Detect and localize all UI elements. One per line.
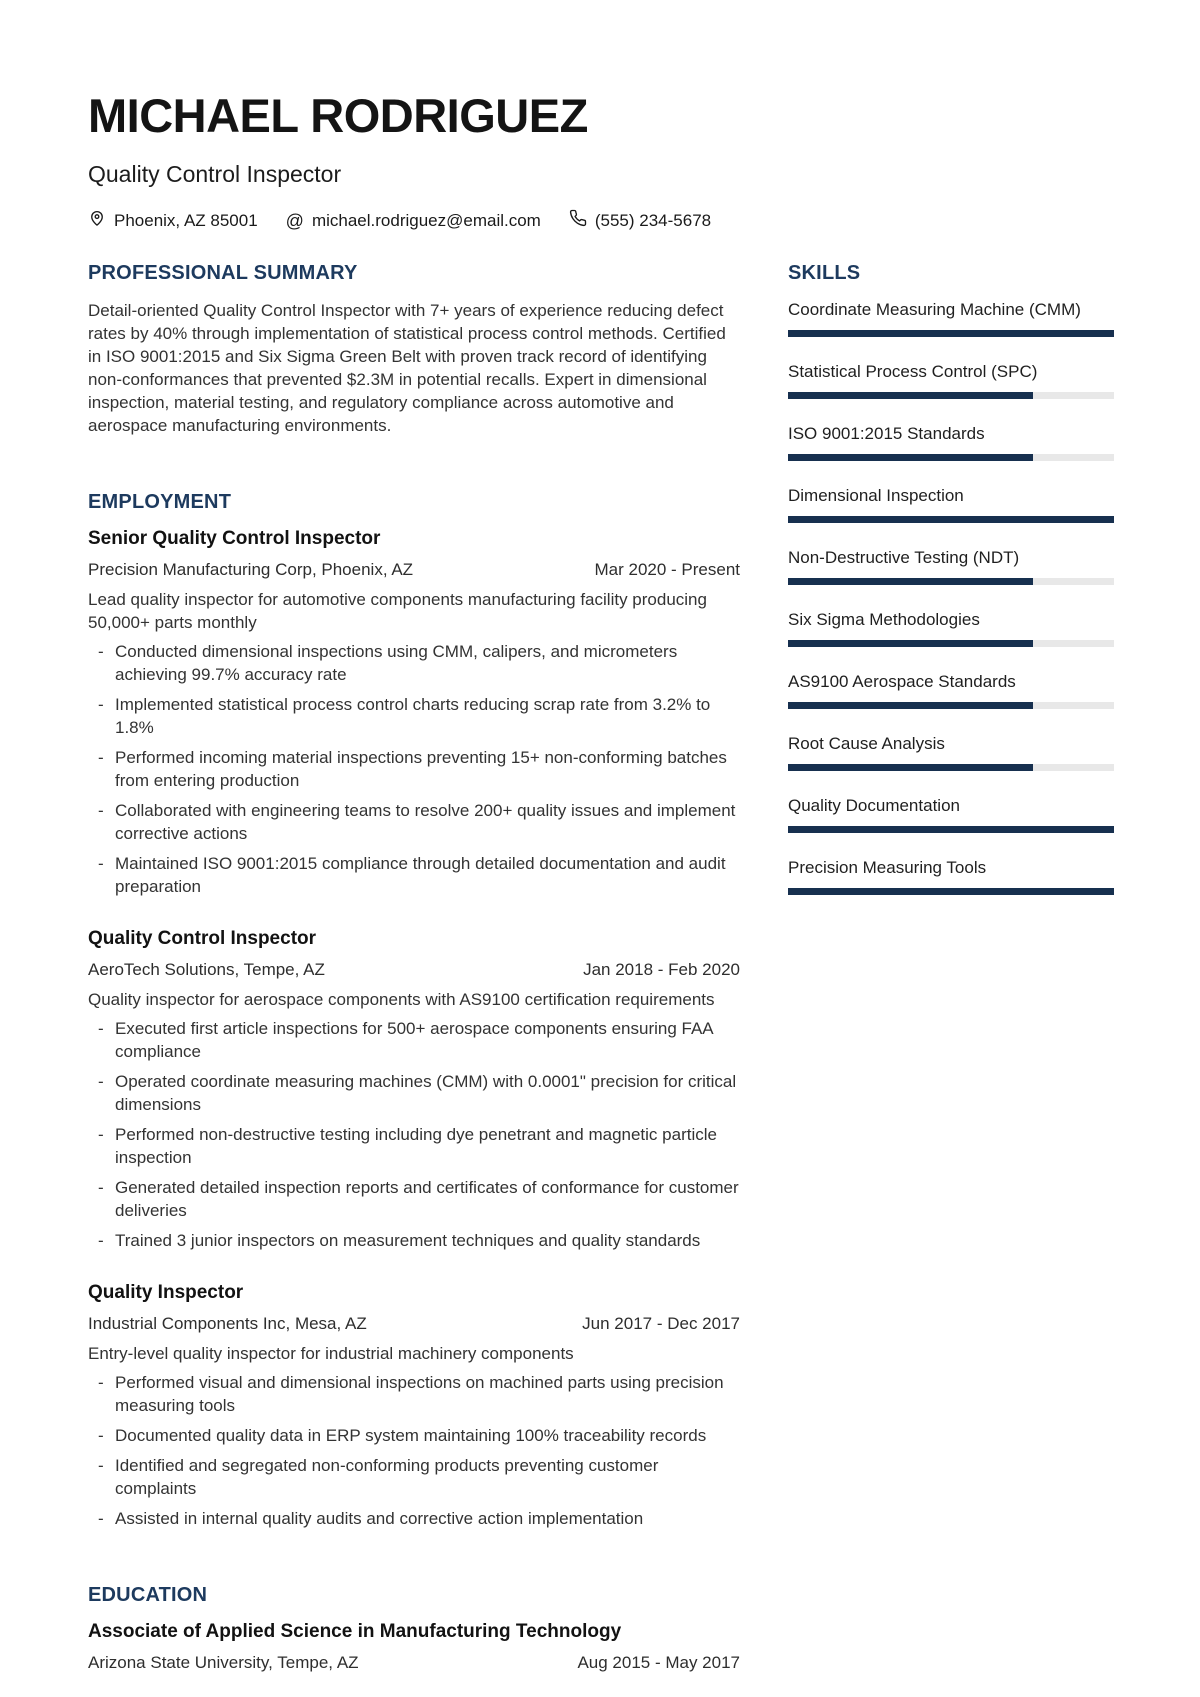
job-company: Industrial Components Inc, Mesa, AZ xyxy=(88,1314,367,1333)
job-summary: Lead quality inspector for automotive components manufacturing facility producing 50,000+ parts monthly xyxy=(88,590,707,632)
skill-bar xyxy=(788,702,1114,709)
job-bullets xyxy=(88,1017,740,1252)
job-title: Quality Inspector xyxy=(88,1282,244,1303)
resume-header xyxy=(88,89,1113,232)
bullet-text: Operated coordinate measuring machines (CMM) with 0.0001" precision for critical dimensions xyxy=(115,1072,737,1114)
skill-bar xyxy=(788,454,1114,461)
skill-bar xyxy=(788,640,1114,647)
skill-item xyxy=(788,733,1114,771)
location-pin-icon xyxy=(88,209,106,232)
job-company: AeroTech Solutions, Tempe, AZ xyxy=(88,960,325,979)
skill-item xyxy=(788,547,1114,585)
skill-item xyxy=(788,671,1114,709)
job-bullet xyxy=(88,799,740,845)
job-entry xyxy=(88,528,740,898)
contact-location xyxy=(88,209,258,232)
job-bullet xyxy=(88,1229,740,1252)
bullet-dash-marker xyxy=(98,640,115,686)
job-bullet xyxy=(88,1454,740,1500)
job-entry xyxy=(88,928,740,1252)
skill-bar xyxy=(788,516,1114,523)
contact-phone-text: (555) 234-5678 xyxy=(594,210,712,230)
bullet-text: Performed visual and dimensional inspections on machined parts using precision measuring tools xyxy=(115,1373,724,1415)
skill-label: ISO 9001:2015 Standards xyxy=(788,424,985,443)
education-heading: EDUCATION xyxy=(88,1584,208,1606)
section-education xyxy=(88,1584,740,1674)
skill-item xyxy=(788,609,1114,647)
bullet-text: Implemented statistical process control charts reducing scrap rate from 3.2% to 1.8% xyxy=(115,695,711,737)
skill-bar xyxy=(788,764,1114,771)
job-bullet xyxy=(88,1507,740,1530)
contact-email xyxy=(286,211,541,231)
bullet-text: Performed non-destructive testing including dye penetrant and magnetic particle inspection xyxy=(115,1125,717,1167)
bullet-dash-marker xyxy=(98,1424,115,1447)
job-bullet xyxy=(88,1371,740,1417)
job-summary: Entry-level quality inspector for industrial machinery components xyxy=(88,1344,574,1363)
job-bullet xyxy=(88,693,740,739)
phone-icon xyxy=(569,209,587,232)
skill-bar-fill xyxy=(788,578,1033,585)
job-bullet xyxy=(88,746,740,792)
contact-phone xyxy=(569,209,711,232)
job-title: Quality Control Inspector xyxy=(88,928,317,949)
job-company-row xyxy=(88,958,740,981)
skill-item xyxy=(788,423,1114,461)
job-bullet xyxy=(88,1017,740,1063)
bullet-dash-marker xyxy=(98,1176,115,1222)
job-dates: Mar 2020 - Present xyxy=(594,560,740,579)
job-bullet xyxy=(88,852,740,898)
summary-text: Detail-oriented Quality Control Inspector with 7+ years of experience reducing defect rates by 40% through implementation of statistical process control methods. Certified in ISO 9001:2015 and Six Sigma Green Belt with proven track record of identifying non-conformances that prevented $2.3M in potential recalls. Expert in dimensional inspection, material testing, and regulatory compliance across automotive and aerospace manufacturing environments. xyxy=(88,301,726,435)
summary-heading: PROFESSIONAL SUMMARY xyxy=(88,262,358,284)
at-sign-icon: @ xyxy=(285,210,304,231)
skill-bar-fill xyxy=(788,516,1114,523)
bullet-dash-marker xyxy=(98,1017,115,1063)
bullet-text: Performed incoming material inspections preventing 15+ non-conforming batches from entering production xyxy=(115,748,727,790)
skill-item xyxy=(788,299,1114,337)
section-employment xyxy=(88,491,740,1530)
bullet-dash-marker xyxy=(98,693,115,739)
main-column xyxy=(88,262,740,1681)
bullet-dash-marker xyxy=(98,1229,115,1252)
job-company-row xyxy=(88,1312,740,1335)
skill-bar xyxy=(788,888,1114,895)
job-bullets xyxy=(88,640,740,898)
job-title: Senior Quality Control Inspector xyxy=(88,528,381,549)
bullet-text: Documented quality data in ERP system maintaining 100% traceability records xyxy=(115,1426,707,1445)
job-company: Precision Manufacturing Corp, Phoenix, AZ xyxy=(88,560,414,579)
job-bullet xyxy=(88,1070,740,1116)
bullet-dash-marker xyxy=(98,799,115,845)
skill-bar xyxy=(788,578,1114,585)
bullet-text: Generated detailed inspection reports and certificates of conformance for customer deliveries xyxy=(115,1178,739,1220)
skill-label: Root Cause Analysis xyxy=(788,734,945,753)
skill-bar-fill xyxy=(788,640,1033,647)
education-dates: Aug 2015 - May 2017 xyxy=(577,1653,740,1672)
skill-label: Coordinate Measuring Machine (CMM) xyxy=(788,300,1081,319)
education-degree: Associate of Applied Science in Manufacturing Technology xyxy=(88,1621,622,1642)
bullet-dash-marker xyxy=(98,746,115,792)
skill-bar-fill xyxy=(788,764,1033,771)
section-skills xyxy=(788,262,1114,895)
skill-item xyxy=(788,485,1114,523)
skill-bar-fill xyxy=(788,888,1114,895)
job-dates: Jun 2017 - Dec 2017 xyxy=(582,1314,740,1333)
skill-bar xyxy=(788,826,1114,833)
skill-label: Dimensional Inspection xyxy=(788,486,964,505)
skill-bar-fill xyxy=(788,392,1033,399)
skill-bar xyxy=(788,392,1114,399)
skills-heading: SKILLS xyxy=(788,262,861,284)
content-columns xyxy=(88,262,1113,1681)
bullet-dash-marker xyxy=(98,1507,115,1530)
bullet-dash-marker xyxy=(98,1371,115,1417)
education-school: Arizona State University, Tempe, AZ xyxy=(88,1653,359,1672)
job-bullet xyxy=(88,1424,740,1447)
bullet-dash-marker xyxy=(98,1070,115,1116)
skill-label: Non-Destructive Testing (NDT) xyxy=(788,548,1020,567)
employment-heading: EMPLOYMENT xyxy=(88,491,232,513)
bullet-text: Executed first article inspections for 500+ aerospace components ensuring FAA compliance xyxy=(115,1019,713,1061)
job-bullet xyxy=(88,640,740,686)
skill-label: Quality Documentation xyxy=(788,796,960,815)
skill-label: Statistical Process Control (SPC) xyxy=(788,362,1038,381)
sidebar-column xyxy=(788,262,1114,1681)
person-job-title: Quality Control Inspector xyxy=(88,161,342,187)
skill-bar-fill xyxy=(788,454,1033,461)
job-bullet xyxy=(88,1123,740,1169)
section-professional-summary xyxy=(88,262,740,437)
skill-item xyxy=(788,795,1114,833)
job-summary: Quality inspector for aerospace components with AS9100 certification requirements xyxy=(88,990,715,1009)
skill-label: Precision Measuring Tools xyxy=(788,858,987,877)
column-gap xyxy=(740,262,788,1681)
bullet-text: Assisted in internal quality audits and corrective action implementation xyxy=(115,1509,644,1528)
skill-label: Six Sigma Methodologies xyxy=(788,610,980,629)
contact-row xyxy=(88,209,1113,232)
education-school-row xyxy=(88,1651,740,1674)
bullet-text: Identified and segregated non-conforming products preventing customer complaints xyxy=(115,1456,659,1498)
skill-bar-fill xyxy=(788,330,1114,337)
bullet-dash-marker xyxy=(98,1454,115,1500)
skill-bar xyxy=(788,330,1114,337)
skill-bar-fill xyxy=(788,826,1114,833)
contact-location-text: Phoenix, AZ 85001 xyxy=(114,210,258,230)
job-company-row xyxy=(88,558,740,581)
skills-container xyxy=(788,299,1114,895)
bullet-dash-marker xyxy=(98,1123,115,1169)
bullet-text: Trained 3 junior inspectors on measurement techniques and quality standards xyxy=(115,1231,701,1250)
skill-label: AS9100 Aerospace Standards xyxy=(788,672,1016,691)
skill-item xyxy=(788,857,1114,895)
job-bullets xyxy=(88,1371,740,1530)
bullet-text: Maintained ISO 9001:2015 compliance through detailed documentation and audit preparation xyxy=(115,854,726,896)
job-bullet xyxy=(88,1176,740,1222)
bullet-text: Collaborated with engineering teams to resolve 200+ quality issues and implement corrective actions xyxy=(115,801,736,843)
skill-bar-fill xyxy=(788,702,1033,709)
contact-email-text: michael.rodriguez@email.com xyxy=(311,210,541,230)
bullet-dash-marker xyxy=(98,852,115,898)
skill-item xyxy=(788,361,1114,399)
bullet-text: Conducted dimensional inspections using CMM, calipers, and micrometers achieving 99.7% accuracy rate xyxy=(115,642,678,684)
job-entry xyxy=(88,1282,740,1530)
person-name: MICHAEL RODRIGUEZ xyxy=(88,89,588,142)
jobs-container xyxy=(88,528,740,1530)
job-dates: Jan 2018 - Feb 2020 xyxy=(583,960,740,979)
